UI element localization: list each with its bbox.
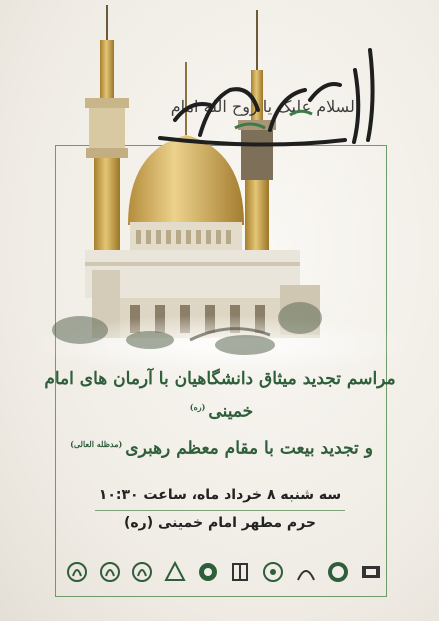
organization-logo-icon (293, 559, 319, 585)
honorific-2: (مدظله العالی) (70, 438, 123, 449)
event-title-line2: و تجدید بیعت با مقام معظم رهبری (125, 438, 373, 459)
organization-logo-icon (358, 559, 384, 585)
honorific-1: (ره) (189, 402, 206, 412)
university-logo-icon (195, 559, 221, 585)
calligraphy-text: السلام علیک یا روح الله امام (170, 97, 360, 116)
event-headline (30, 365, 410, 462)
left-minaret (85, 5, 129, 268)
divider (95, 510, 345, 511)
jihad-logo-icon (325, 559, 351, 585)
organization-logo-icon (260, 559, 286, 585)
event-venue: حرم مطهر امام خمینی (ره) (124, 515, 316, 531)
event-title-line1: مراسم تجدید میثاق دانشگاهیان با آرمان های امام خمینی (44, 369, 396, 422)
calligraphy-artwork (140, 40, 390, 160)
emblem-icon (97, 559, 123, 585)
university-logo-icon (162, 559, 188, 585)
emblem-icon (129, 559, 155, 585)
university-logo-icon (227, 559, 253, 585)
sponsor-logos (64, 552, 384, 592)
event-datetime: سه شنبه ۸ خرداد ماه، ساعت ۱۰:۳۰ (98, 487, 342, 503)
emblem-icon (64, 559, 90, 585)
